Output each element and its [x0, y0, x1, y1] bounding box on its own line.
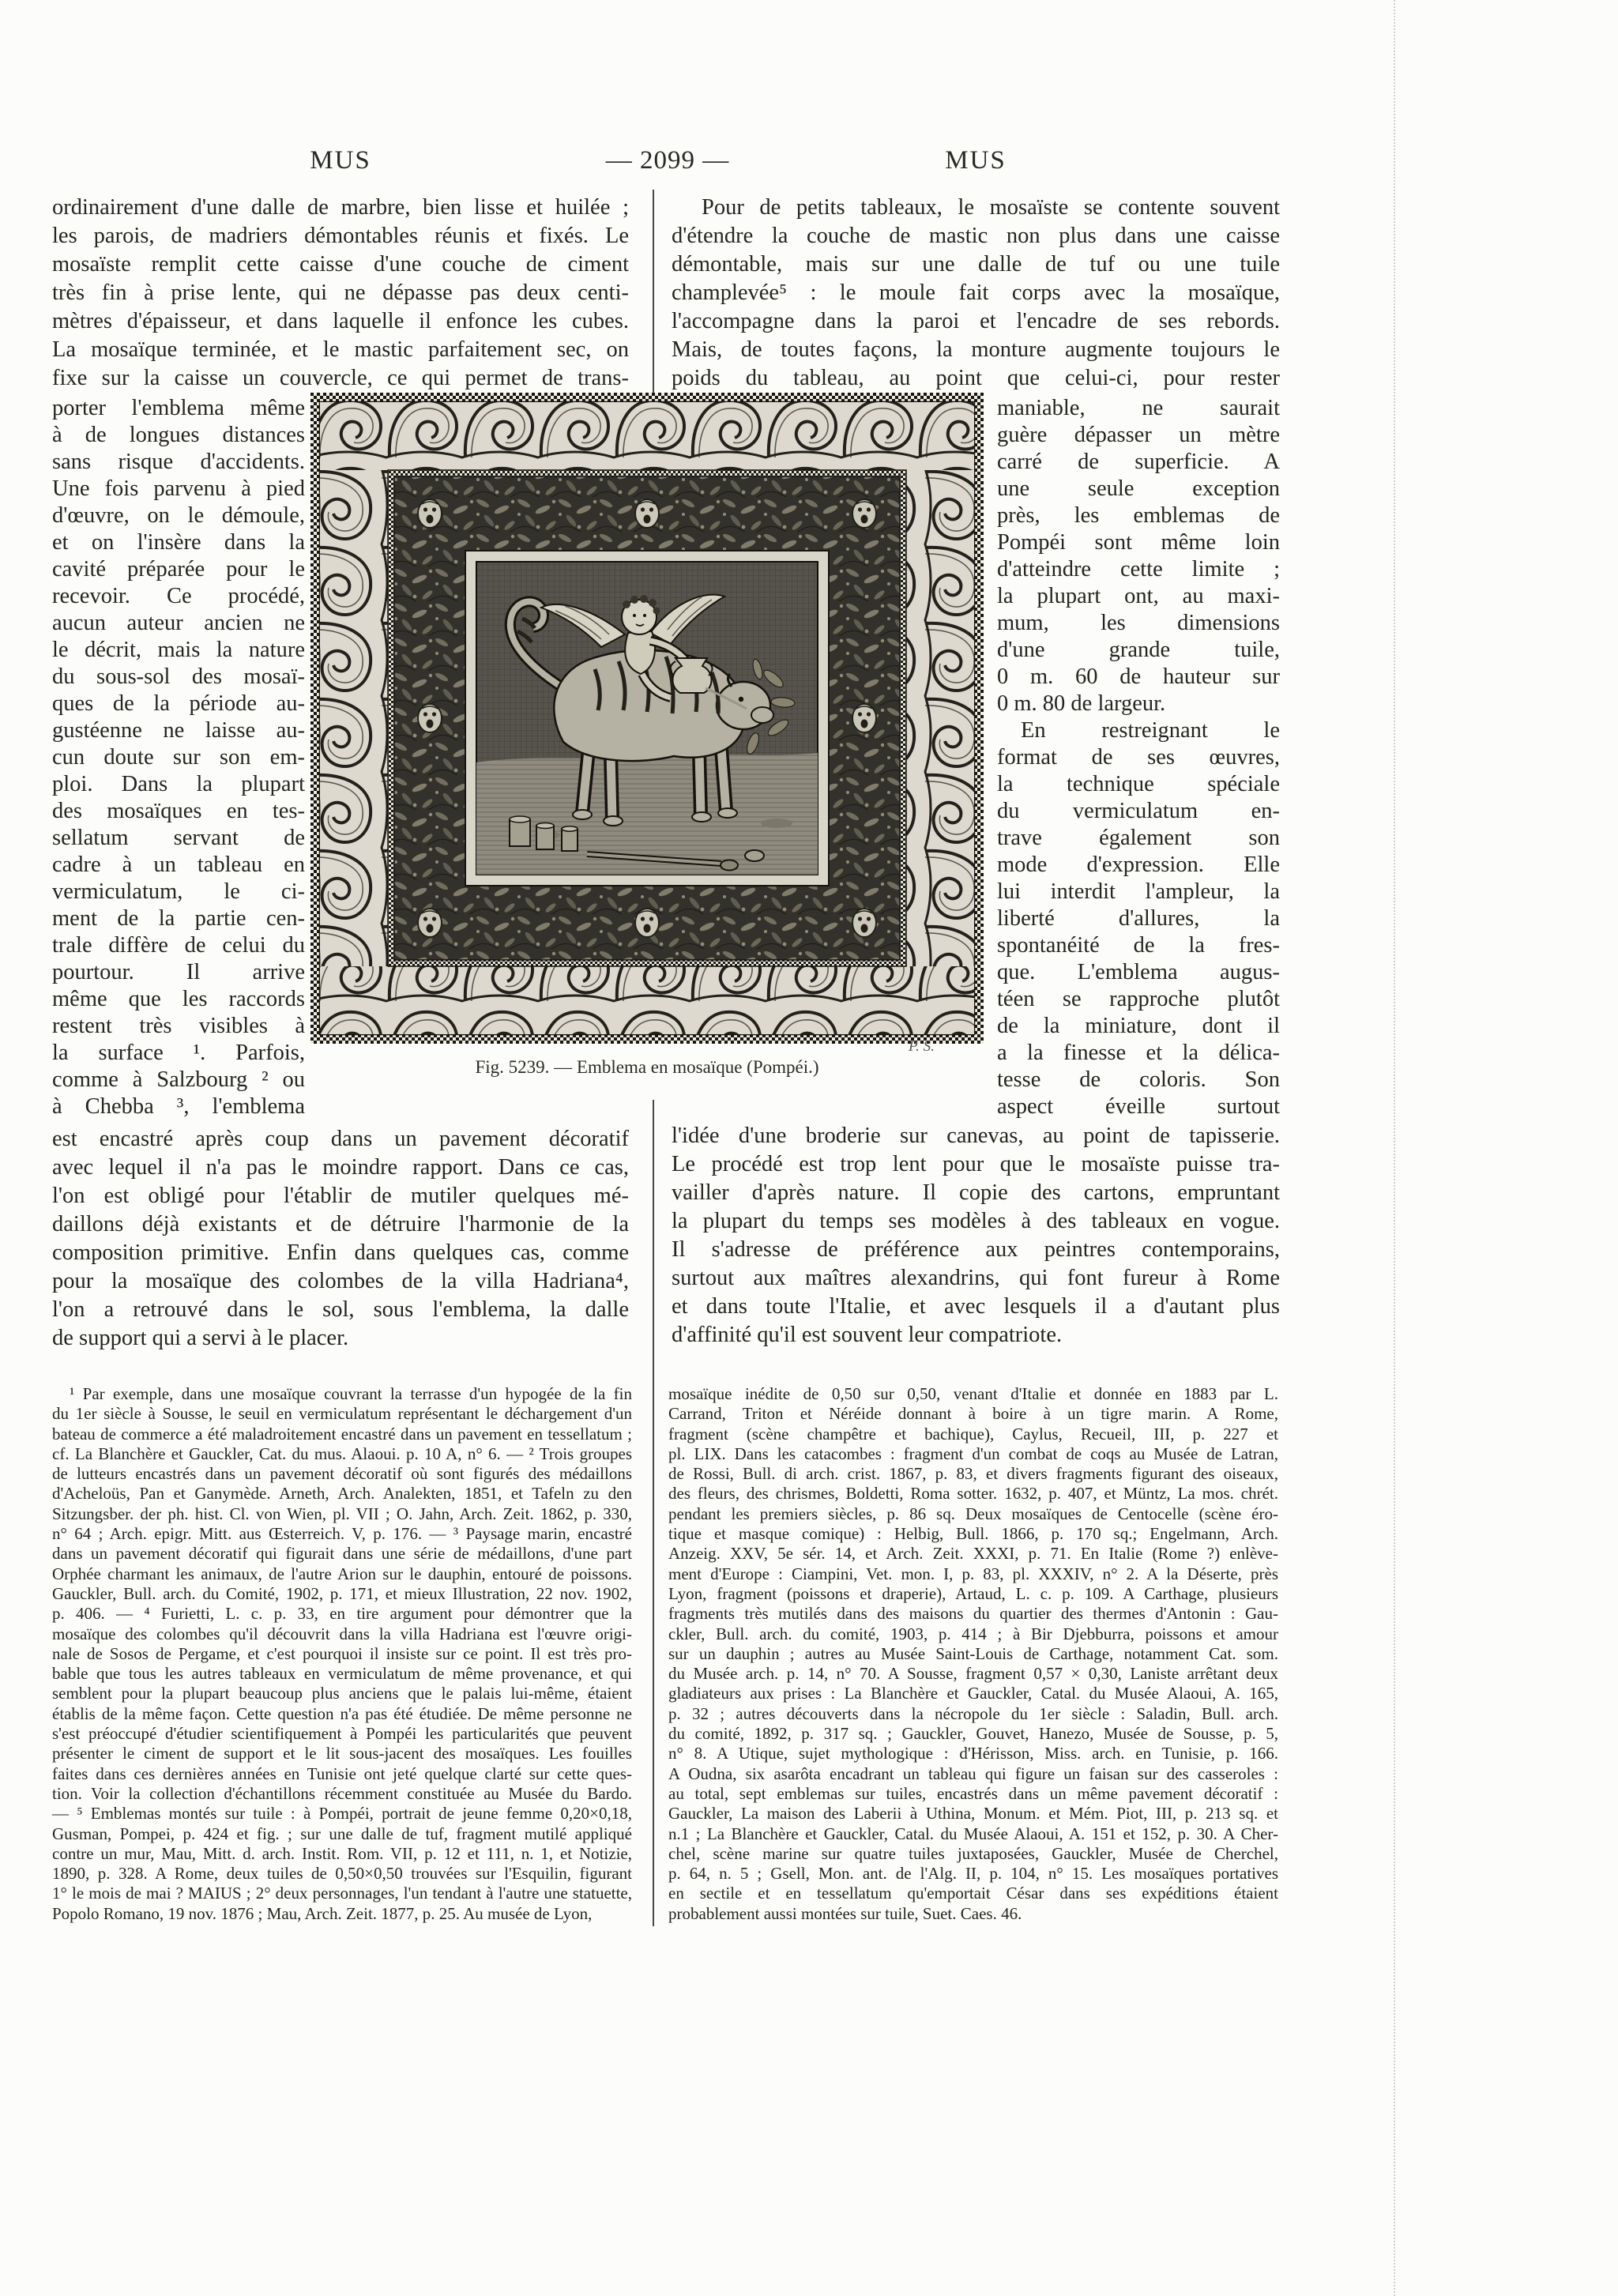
footnote-line: Popolo Romano, 19 nov. 1876 ; Mau, Arch. Zeit. 1877, p. 25. Au musée de Lyon,: [52, 1903, 593, 1923]
text-line: Pour de petits tableaux, le mosaïste se contente souvent: [702, 195, 1280, 220]
text-line: ques de la période au-: [52, 691, 305, 716]
text-line: Pompéi sont même loin: [997, 530, 1280, 555]
text-line: guère dépasser un mètre: [997, 423, 1280, 447]
text-line: du sous-sol des mosaï-: [52, 664, 305, 689]
text-line: d'étendre la couche de mastic non plus dans une caisse: [672, 224, 1280, 248]
text-line: ment de la partie cen-: [52, 906, 305, 931]
footnote-line: gladiateurs aux prises : La Blanchère et Gauckler, Catal. du Musée Alaoui, A. 165,: [668, 1684, 1278, 1703]
footnote-line: sur un dauphin ; autres au Musée Saint-Louis de Carthage, notamment Cat. som.: [668, 1643, 1278, 1663]
text-line: ploi. Dans la plupart: [52, 772, 305, 796]
text-line: très fin à prise lente, qui ne dépasse pas deux centi-: [52, 280, 629, 305]
footnote-line: pl. LIX. Dans les catacombes : fragment d'un combat de coqs au Musée de Latran,: [668, 1443, 1278, 1463]
footnote-line: de lutteurs encastrés dans un pavement décoratif où sont figurés des médaillons: [52, 1464, 632, 1484]
text-line: des mosaïques en tes-: [52, 799, 305, 823]
text-line: spontanéité de la fres-: [997, 933, 1280, 958]
text-line: mètres d'épaisseur, et dans laquelle il enfonce les cubes.: [52, 309, 629, 333]
left-column-top: [52, 194, 629, 393]
running-head-right: MUS: [945, 146, 1007, 175]
footnote-line: Gusman, Pompei, p. 424 et fig. ; sur une dalle de tuf, fragment mutilé appliqué: [52, 1824, 632, 1843]
footnote-line: d'Acheloüs, Pan et Ganymède. Arneth, Arch. Analekten, 1851, et Tafeln zu den: [52, 1484, 632, 1504]
text-line: La mosaïque terminée, et le mastic parfaitement sec, on: [52, 337, 629, 362]
text-line: à de longues distances: [52, 423, 305, 447]
text-line: Mais, de toutes façons, la monture augmente toujours le: [672, 337, 1280, 362]
footnote-line: du comité, 1892, p. 317 sq. ; Gauckler, Gouvet, Hanezo, Musée de Sousse, p. 5,: [668, 1724, 1278, 1744]
text-line: est encastré après coup dans un pavement décoratif: [52, 1127, 629, 1151]
footnote-line: n.1 ; La Blanchère et Gauckler, Catal. du Musée Alaoui, A. 151 et 152, p. 30. A Cher-: [668, 1824, 1278, 1843]
footnote-line: des fleurs, des chrismes, Boldetti, Roma sotter. 1632, p. 407, et Müntz, La mos. chrét.: [668, 1484, 1278, 1504]
footnote-line: Sitzungsber. der ph. hist. Cl. von Wien, pl. VII ; O. Jahn, Arch. Zeit. 1862, p. 330,: [52, 1504, 632, 1523]
text-line: Le procédé est trop lent pour que le mosaïste puisse tra-: [672, 1152, 1280, 1176]
text-line: avec lequel il n'a pas le moindre rapport. Dans ce cas,: [52, 1155, 629, 1180]
footnote-line: A Oudna, six asarôta encadrant un tableau qui figure un faisan sur des casseroles :: [668, 1763, 1278, 1783]
footnote-line: pendant les premiers siècles, p. 86 sq. Deux mosaïques de Centocelle (scène éro-: [668, 1504, 1278, 1523]
text-line: maniable, ne saurait: [997, 396, 1280, 420]
footnote-line: fragments très mutilés dans des maisons du quartier des thermes d'Antonin : Gau-: [668, 1604, 1278, 1624]
text-line: cavité préparée pour le: [52, 557, 305, 582]
text-line: de support qui a servi à le placer.: [52, 1326, 349, 1350]
footnote-line: fragment (scène champêtre et bachique), Caylus, Recueil, III, p. 227 et: [668, 1424, 1278, 1443]
footnote-line: Lyon, fragment (poissons et draperie), Artaud, L. c. p. 109. A Carthage, plusieurs: [668, 1583, 1278, 1603]
text-line: recevoir. Ce procédé,: [52, 584, 305, 608]
text-line: 0 m. 80 de largeur.: [997, 691, 1166, 716]
text-line: et on l'insère dans la: [52, 530, 305, 555]
text-line: téen se rapproche plutôt: [997, 987, 1280, 1011]
text-line: mode d'expression. Elle: [997, 853, 1280, 877]
text-line: daillons déjà existants et de détruire l'harmonie de la: [52, 1212, 629, 1236]
text-line: pour la mosaïque des colombes de la villa Hadriana⁴,: [52, 1269, 629, 1293]
left-column-bottom: [52, 1125, 629, 1353]
footnote-line: faites dans ces dernières années en Tunisie ont jeté quelque clarté sur cette ques-: [52, 1763, 632, 1783]
text-line: Il s'adresse de préférence aux peintres contemporains,: [672, 1237, 1280, 1262]
engraver-signature: P. S.: [909, 1038, 935, 1055]
footnote-line: s'est préoccupé d'étudier scientifiquement à Pompéi les particularités que peuvent: [52, 1724, 632, 1744]
right-column-narrow: [997, 395, 1280, 1120]
footnote-line: probablement aussi montées sur tuile, Suet. Caes. 46.: [668, 1903, 1022, 1923]
text-line: champlevée⁵ : le moule fait corps avec la mosaïque,: [672, 280, 1280, 305]
footnote-line: mosaïque des colombes qu'il découvrit dans la villa Hadriana est l'œuvre origi-: [52, 1624, 632, 1643]
footnote-line: semblent pour la plupart beaucoup plus anciens que le palais lui-même, étaient: [52, 1684, 632, 1703]
footnote-line: de Rossi, Bull. di arch. crist. 1867, p. 83, et divers fragments figurant des oiseaux,: [668, 1464, 1278, 1484]
footnote-line: tique et masque comique) : Helbig, Bull. 1866, p. 170 sq.; Engelmann, Arch.: [668, 1524, 1278, 1544]
text-line: la plupart du temps ses modèles à des tableaux en vogue.: [672, 1209, 1280, 1233]
footnote-line: contre un mur, Mau, Mitt. d. arch. Instit. Rom. VII, p. 12 et 111, n. 1, et Notizie,: [52, 1843, 632, 1863]
footnote-line: mosaïque inédite de 0,50 sur 0,50, venant d'Italie et donnée en 1883 par L.: [668, 1384, 1278, 1403]
text-line: le décrit, mais la nature: [52, 638, 305, 662]
text-line: carré de superficie. A: [997, 450, 1280, 474]
text-line: une seule exception: [997, 476, 1280, 501]
text-line: vailler d'après nature. Il copie des cartons, empruntant: [672, 1180, 1280, 1205]
footnote-line: chel, scène marine sur quatre tuiles juxtaposées, Gauckler, Musée de Cherchel,: [668, 1843, 1278, 1863]
text-line: de la miniature, dont il: [997, 1014, 1280, 1038]
text-line: liberté d'allures, la: [997, 906, 1280, 931]
footnote-line: du 1er siècle à Sousse, le seuil en vermiculatum représentant le déchargement d'un: [52, 1404, 632, 1424]
text-line: sans risque d'accidents.: [52, 450, 305, 474]
footnote-line: Anzeig. XXV, 5e sér. 14, et Arch. Zeit. XXXI, p. 71. En Italie (Rome ?) enlève-: [668, 1544, 1278, 1564]
text-line: vermiculatum, le ci-: [52, 879, 305, 904]
footnote-line: Orphée charmant les animaux, de l'autre Arion sur le dauphin, entouré de poissons.: [52, 1564, 632, 1583]
text-line: a la finesse et la délica-: [997, 1041, 1280, 1065]
column-divider-top: [653, 190, 654, 393]
footnote-line: 1° le mois de mai ? MAIUS ; 2° deux personnages, l'un tendant à l'autre une statuette,: [52, 1884, 632, 1903]
text-line: d'œuvre, on le démoule,: [52, 503, 305, 528]
footnote-line: ¹ Par exemple, dans une mosaïque couvrant la terrasse d'un hypogée de la fin: [70, 1384, 632, 1403]
footnote-line: n° 64 ; Arch. epigr. Mitt. aus Œsterreich. V, p. 176. — ³ Paysage marin, encastré: [52, 1524, 632, 1544]
footnote-line: n° 8. A Utique, sujet mythologique : d'Hérisson, Miss. arch. en Tunisie, p. 166.: [668, 1744, 1278, 1763]
column-divider-bottom: [653, 1100, 654, 1926]
text-line: d'atteindre cette limite ;: [997, 557, 1280, 582]
footnote-line: présenter le ciment de support et le lit sous-jacent des mosaïques. Les fouilles: [52, 1744, 632, 1763]
text-line: restent très visibles à: [52, 1014, 305, 1038]
text-line: aucun auteur ancien ne: [52, 611, 305, 635]
footnote-line: — ⁵ Emblemas montés sur tuile : à Pompéi, portrait de jeune femme 0,20×0,18,: [52, 1804, 632, 1824]
text-line: En restreignant le: [1021, 718, 1280, 743]
scan-edge-line: [1394, 0, 1395, 2296]
text-line: fixe sur la caisse un couvercle, ce qui permet de trans-: [52, 366, 629, 390]
central-emblema-panel: [476, 562, 818, 875]
right-column-bottom: [672, 1122, 1280, 1349]
footnote-line: nale de Sosos de Pergame, et c'est pourquoi il insiste sur ce point. Il est très pro-: [52, 1643, 632, 1663]
footnote-line: établis de la même façon. Cette question n'a pas été étudiée. De même personne ne: [52, 1703, 632, 1723]
text-line: d'une grande tuile,: [997, 638, 1280, 662]
text-line: que. L'emblema augus-: [997, 960, 1280, 984]
footnote-line: tion. Voir la collection d'échantillons récemment constituée au Musée du Bardo.: [52, 1783, 632, 1803]
text-line: les parois, de madriers démontables réunis et fixés. Le: [52, 224, 629, 248]
figure-caption: Fig. 5239. — Emblema en mosaïque (Pompéi.): [475, 1057, 819, 1077]
text-line: lui interdit l'ampleur, la: [997, 879, 1280, 904]
text-line: du vermiculatum en-: [997, 799, 1280, 823]
text-line: Une fois parvenu à pied: [52, 476, 305, 501]
text-line: porter l'emblema même: [52, 396, 305, 420]
text-line: l'on a retrouvé dans le sol, sous l'emblema, la dalle: [52, 1297, 629, 1322]
text-line: gustéenne ne laisse au-: [52, 718, 305, 743]
text-line: surtout aux maîtres alexandrins, qui font fureur à Rome: [672, 1266, 1280, 1290]
footnote-line: cf. La Blanchère et Gauckler, Cat. du mus. Alaoui. p. 10 A, n° 6. — ² Trois groupes: [52, 1443, 632, 1463]
footnote-line: Gauckler, La maison des Laberii à Uthina, Monum. et Mém. Piot, III, p. 213 sq. et: [668, 1804, 1278, 1824]
footnote-line: bable que tous les autres tableaux en vermiculatum de même provenance, et qui: [52, 1664, 632, 1684]
text-line: comme à Salzbourg ² ou: [52, 1067, 305, 1092]
text-line: la surface ¹. Parfois,: [52, 1041, 305, 1065]
mosaic-engraving: [310, 393, 984, 1044]
text-line: et dans toute l'Italie, et avec lesquels il a d'autant plus: [672, 1294, 1280, 1319]
text-line: aspect éveille surtout: [997, 1094, 1280, 1119]
footnote-line: au total, sept emblemas sur tuiles, encastrés dans un même pavement décoratif :: [668, 1783, 1278, 1803]
footnote-line: en sectile et en tessellatum qu'emportait César dans ses expéditions étaient: [668, 1884, 1278, 1903]
footnotes-left-column: [52, 1384, 632, 1924]
footnote-line: p. 64, n. 5 ; Gsell, Mon. ant. de l'Alg. II, p. 104, n° 15. Les mosaïques portatives: [668, 1864, 1278, 1884]
text-line: composition primitive. Enfin dans quelques cas, comme: [52, 1240, 629, 1265]
text-line: l'accompagne dans la paroi et l'encadre de ses rebords.: [672, 309, 1280, 333]
text-line: poids du tableau, au point que celui-ci, pour rester: [672, 366, 1280, 390]
footnote-line: Carrand, Triton et Néréide donnant à boire à un tigre marin. A Rome,: [668, 1404, 1278, 1424]
text-line: d'affinité qu'il est souvent leur compatriote.: [672, 1323, 1063, 1347]
running-head-left: MUS: [310, 146, 371, 175]
text-line: ordinairement d'une dalle de marbre, bien lisse et huilée ;: [52, 195, 629, 220]
text-line: mum, les dimensions: [997, 611, 1280, 635]
text-line: démontable, mais sur une dalle de tuf ou une tuile: [672, 252, 1280, 277]
text-line: cadre à un tableau en: [52, 853, 305, 877]
footnote-line: ment d'Europe : Ciampini, Vet. mon. I, p. 83, pl. XXXIV, n° 2. A la Déserte, près: [668, 1564, 1278, 1583]
mosaic-figure: [310, 393, 984, 1044]
text-line: l'on est obligé pour l'établir de mutiler quelques mé-: [52, 1184, 629, 1208]
footnote-line: 1890, p. 328. A Rome, deux tuiles de 0,50×0,50 trouvées sur l'Esquilin, figurant: [52, 1864, 632, 1884]
footnote-line: Gauckler, Bull. arch. du Comité, 1902, p. 171, et mieux Illustration, 22 nov. 1902,: [52, 1583, 632, 1603]
text-line: l'idée d'une broderie sur canevas, au point de tapisserie.: [672, 1124, 1280, 1148]
text-line: cun doute sur son em-: [52, 745, 305, 770]
footnote-line: ckler, Bull. arch. du comité, 1903, p. 414 ; à Bir Djebburra, poissons et amour: [668, 1624, 1278, 1643]
text-line: trave également son: [997, 826, 1280, 850]
footnote-line: p. 32 ; autres découverts dans la nécropole du 1er siècle : Saladin, Bull. arch.: [668, 1703, 1278, 1723]
footnote-line: dans un pavement décoratif qui figurait dans une série de médaillons, d'une part: [52, 1544, 632, 1564]
text-line: la plupart ont, au maxi-: [997, 584, 1280, 608]
text-line: sellatum servant de: [52, 826, 305, 850]
left-column-narrow: [52, 395, 305, 1120]
footnote-line: p. 406. — ⁴ Furietti, L. c. p. 33, en tire argument pour démontrer que la: [52, 1604, 632, 1624]
text-line: trale diffère de celui du: [52, 933, 305, 958]
text-line: 0 m. 60 de hauteur sur: [997, 664, 1280, 689]
text-line: tesse de coloris. Son: [997, 1067, 1280, 1092]
footnote-line: bateau de commerce a été maladroitement encastré dans un pavement en tessellatum ;: [52, 1424, 632, 1443]
page-number: — 2099 —: [605, 146, 730, 175]
text-line: format de ses œuvres,: [997, 745, 1280, 770]
text-line: la technique spéciale: [997, 772, 1280, 796]
right-column-top: [672, 194, 1280, 393]
text-line: mosaïste remplit cette caisse d'une couche de ciment: [52, 252, 629, 277]
text-line: même que les raccords: [52, 987, 305, 1011]
footnote-line: du Musée arch. p. 14, n° 70. A Sousse, fragment 0,57 × 0,30, Laniste arrêtant deux: [668, 1664, 1278, 1684]
footnotes-right-column: [668, 1384, 1278, 1924]
text-line: à Chebba ³, l'emblema: [52, 1094, 305, 1119]
text-line: près, les emblemas de: [997, 503, 1280, 528]
text-line: pourtour. Il arrive: [52, 960, 305, 984]
